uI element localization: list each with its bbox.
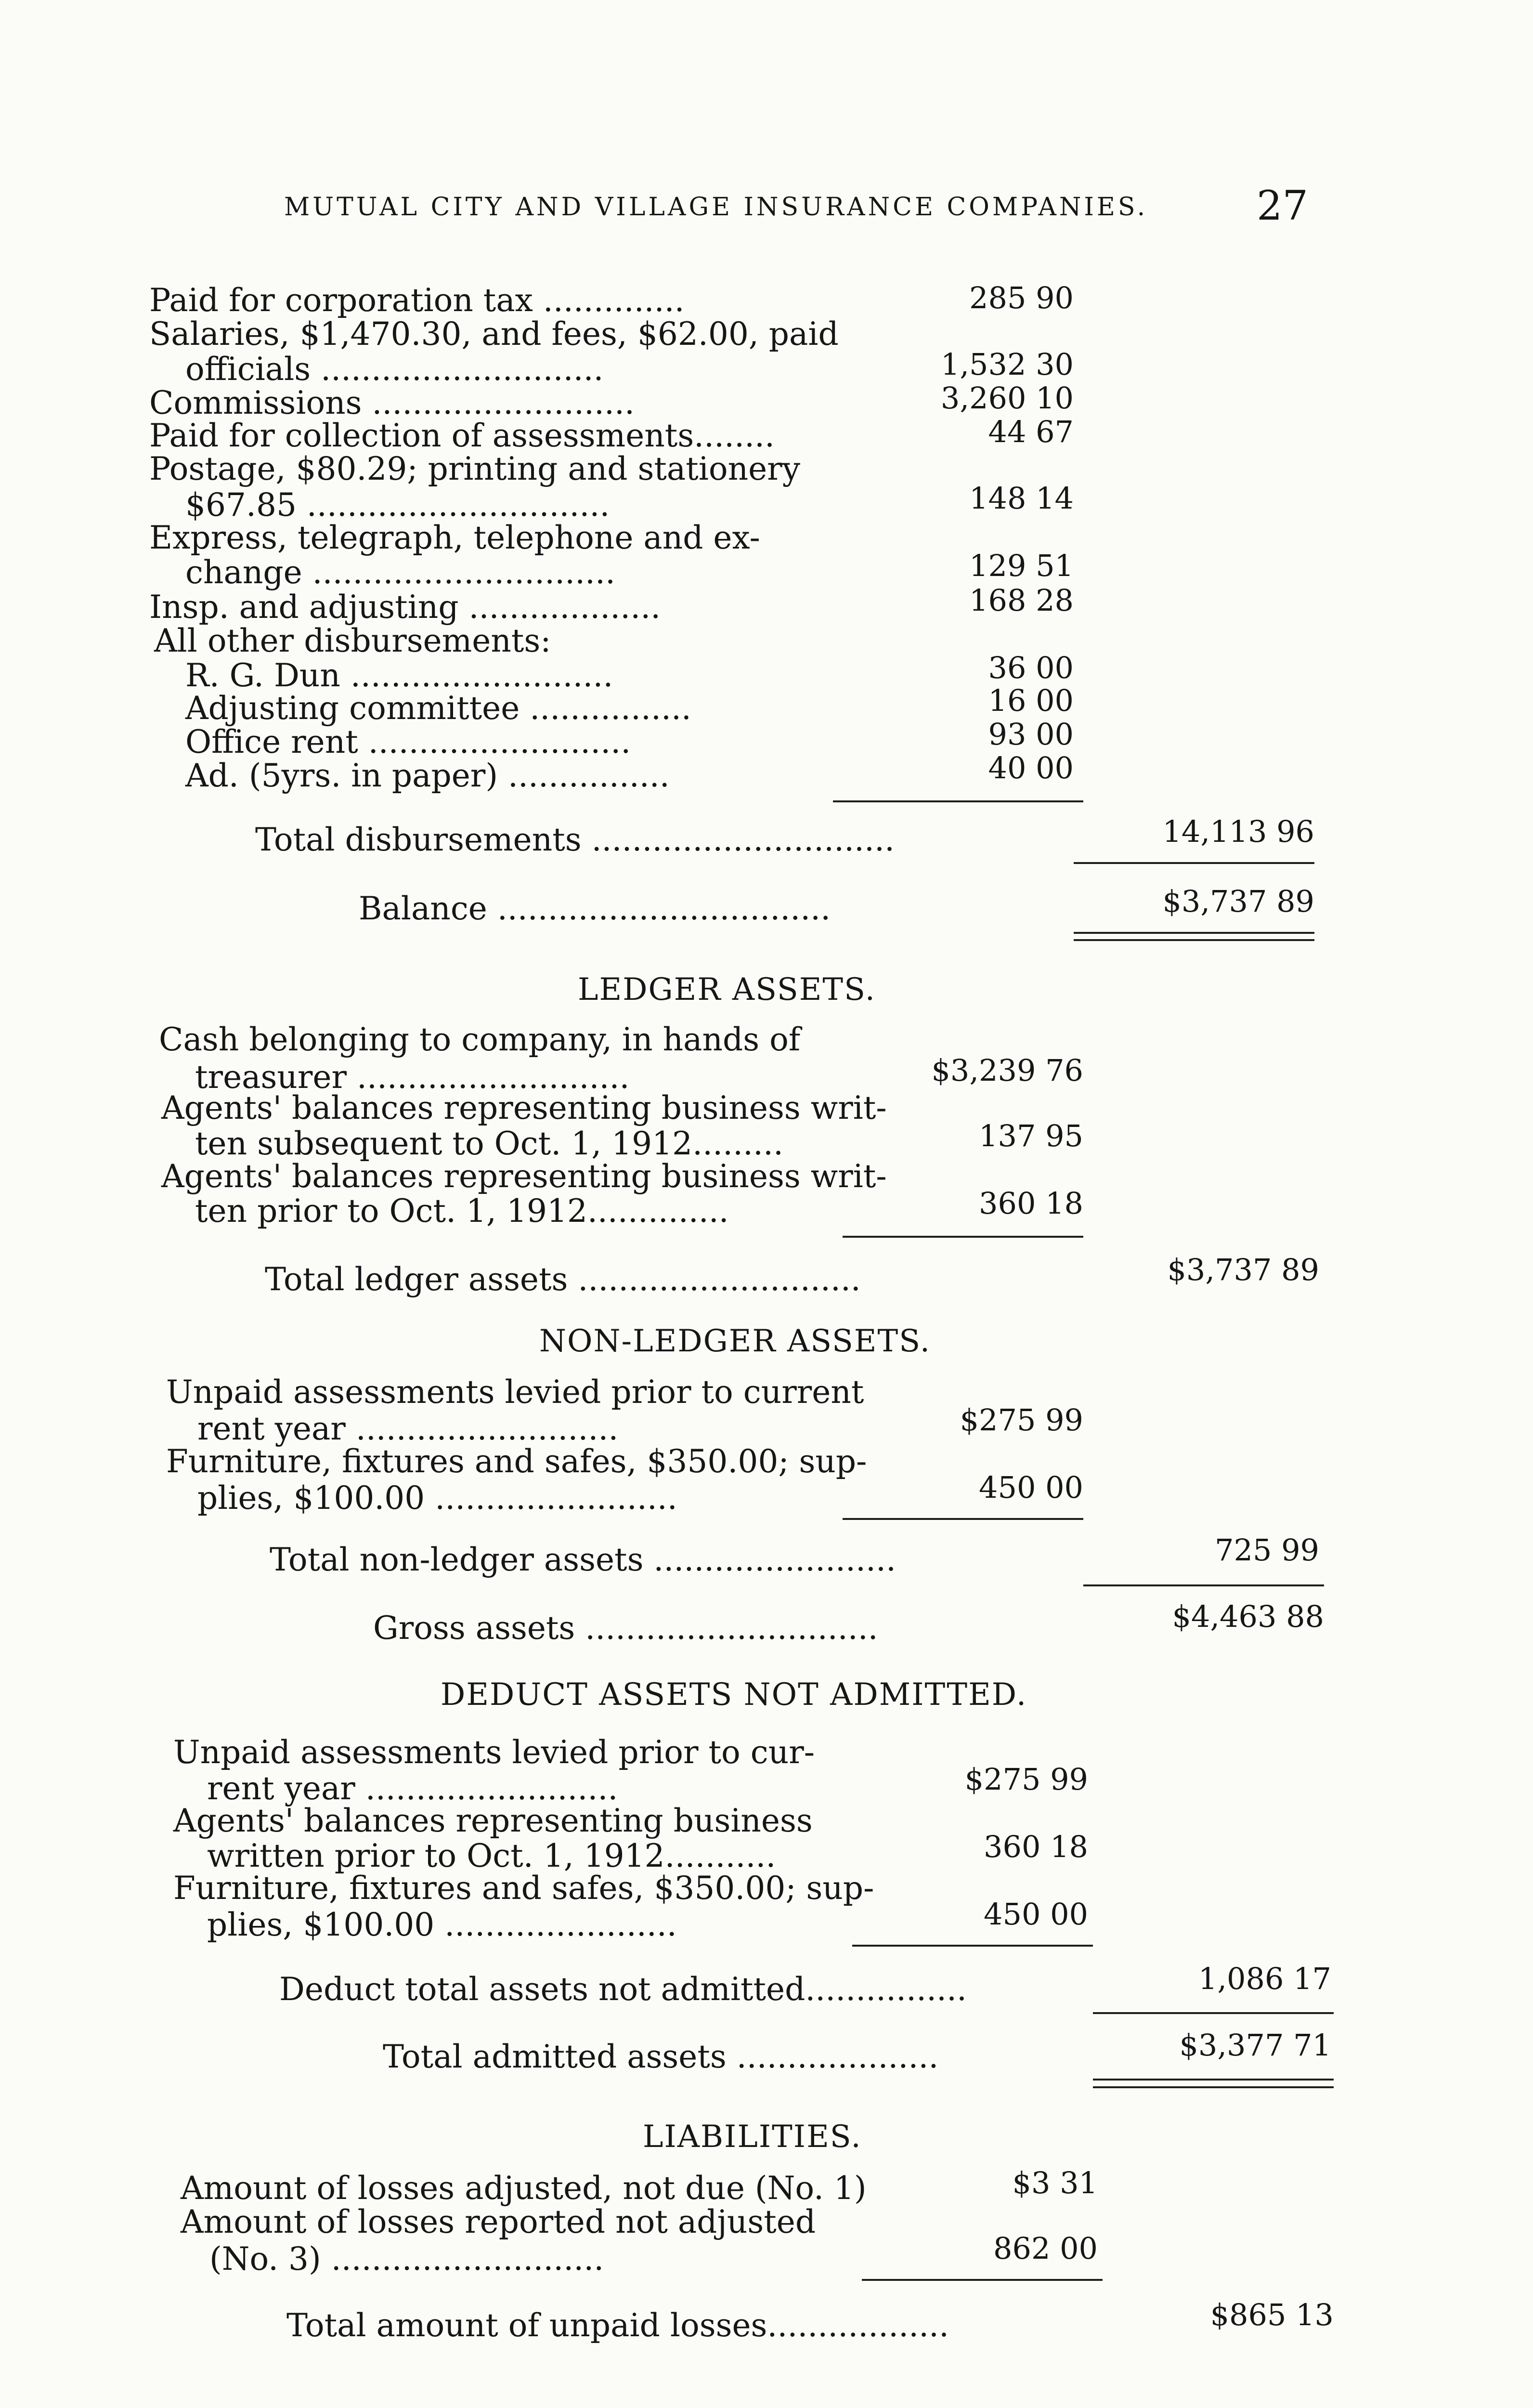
total-admitted-label: Total admitted assets .................... [383, 2038, 939, 2075]
not-admitted-line: rent year ......................... [207, 1770, 618, 1807]
section-heading: DEDUCT ASSETS NOT ADMITTED. [441, 1677, 1027, 1713]
non-ledger-line: Unpaid assessments levied prior to current [166, 1374, 864, 1411]
disbursement-line: Adjusting committee ................ [185, 690, 691, 727]
ledger-line: ten subsequent to Oct. 1, 1912......... [195, 1125, 783, 1162]
disbursement-line: Commissions .......................... [149, 384, 635, 421]
section-heading: NON-LEDGER ASSETS. [539, 1323, 931, 1359]
disbursement-amount: 285 90 [969, 280, 1074, 315]
liability-line: Amount of losses adjusted, not due (No. 1) [181, 2170, 867, 2207]
not-admitted-amount: 360 18 [984, 1829, 1088, 1864]
disbursement-amount: 129 51 [969, 548, 1074, 583]
disbursement-line: Insp. and adjusting ................... [149, 589, 661, 626]
total-non-ledger-label: Total non-ledger assets ........................ [270, 1541, 896, 1578]
disbursement-line: Express, telegraph, telephone and ex- [149, 519, 760, 556]
not-admitted-line: Unpaid assessments levied prior to cur- [173, 1734, 815, 1771]
total-disbursements-label: Total disbursements .............................. [255, 821, 895, 858]
balance-double-rule [1074, 932, 1314, 934]
gross-assets-label: Gross assets ............................. [373, 1610, 878, 1647]
disbursement-line: R. G. Dun .......................... [185, 657, 613, 694]
total-ledger-assets-label: Total ledger assets ............................ [265, 1261, 861, 1298]
subtotal-rule [852, 1945, 1093, 1947]
non-ledger-line: Furniture, fixtures and safes, $350.00; sup- [166, 1443, 867, 1480]
deduct-total-label: Deduct total assets not admitted................ [279, 1971, 967, 2008]
disbursement-amount: 1,532 30 [940, 347, 1074, 382]
non-ledger-line: plies, $100.00 ........................ [197, 1479, 677, 1517]
not-admitted-line: Furniture, fixtures and safes, $350.00; sup- [173, 1870, 874, 1907]
total-rule [1093, 2012, 1334, 2014]
disbursement-amount: 3,260 10 [940, 380, 1074, 416]
liability-line: Amount of losses reported not adjusted [181, 2203, 816, 2240]
subtotal-rule [833, 800, 1083, 802]
disbursement-line: Ad. (5yrs. in paper) ................ [185, 757, 670, 794]
disbursement-amount: 36 00 [988, 650, 1074, 685]
section-heading: LIABILITIES. [643, 2119, 862, 2155]
non-ledger-line: rent year .......................... [197, 1410, 619, 1447]
unpaid-losses-amount: $865 13 [1210, 2297, 1334, 2332]
deduct-total-amount: 1,086 17 [1198, 1961, 1331, 1996]
ledger-line: ten prior to Oct. 1, 1912.............. [195, 1192, 729, 1230]
disbursement-line: Office rent .......................... [185, 723, 631, 760]
admitted-double-rule [1093, 2086, 1334, 2088]
unpaid-losses-label: Total amount of unpaid losses.................. [286, 2307, 949, 2344]
balance-double-rule [1074, 939, 1314, 941]
disbursement-line: $67.85 .............................. [185, 486, 610, 523]
ledger-amount: $3,239 76 [931, 1053, 1083, 1088]
section-heading: LEDGER ASSETS. [578, 972, 876, 1008]
disbursement-amount: 40 00 [988, 750, 1074, 785]
total-rule [1083, 1584, 1324, 1586]
ledger-line: treasurer ........................... [195, 1059, 630, 1096]
disbursement-line: Paid for corporation tax .............. [149, 282, 685, 319]
liability-line: (No. 3) ........................... [209, 2240, 604, 2277]
disbursement-line: All other disbursements: [154, 622, 551, 659]
subtotal-rule [862, 2279, 1103, 2281]
not-admitted-line: written prior to Oct. 1, 1912........... [207, 1837, 776, 1874]
disbursement-line: Salaries, $1,470.30, and fees, $62.00, paid [149, 315, 839, 353]
disbursement-line: officials ............................ [185, 351, 604, 388]
admitted-double-rule [1093, 2079, 1334, 2081]
ledger-amount: 360 18 [979, 1186, 1083, 1221]
disbursement-line: Postage, $80.29; printing and stationery [149, 450, 801, 487]
subtotal-rule [843, 1518, 1083, 1520]
disbursement-amount: 168 28 [969, 583, 1074, 618]
liability-amount: 862 00 [993, 2231, 1098, 2266]
total-rule [1074, 862, 1314, 864]
ledger-line: Agents' balances representing business writ- [161, 1158, 887, 1195]
disbursement-line: Paid for collection of assessments........ [149, 417, 775, 454]
page-number: 27 [1257, 182, 1308, 229]
total-admitted-amount: $3,377 71 [1179, 2028, 1331, 2063]
total-non-ledger-amount: 725 99 [1215, 1532, 1319, 1568]
non-ledger-amount: 450 00 [979, 1470, 1083, 1505]
running-head: MUTUAL CITY AND VILLAGE INSURANCE COMPANIES. [284, 193, 1148, 222]
disbursement-amount: 44 67 [988, 414, 1074, 449]
ledger-amount: 137 95 [979, 1118, 1083, 1153]
disbursement-amount: 148 14 [969, 481, 1074, 516]
liability-amount: $3 31 [1012, 2165, 1098, 2200]
subtotal-rule [843, 1236, 1083, 1238]
ledger-line: Agents' balances representing business writ- [161, 1089, 887, 1126]
not-admitted-line: Agents' balances representing business [173, 1802, 813, 1839]
total-disbursements-amount: 14,113 96 [1162, 814, 1314, 849]
balance-amount: $3,737 89 [1162, 884, 1314, 919]
disbursement-amount: 93 00 [988, 717, 1074, 752]
total-ledger-assets-amount: $3,737 89 [1167, 1252, 1319, 1287]
disbursement-amount: 16 00 [988, 683, 1074, 718]
non-ledger-amount: $275 99 [960, 1402, 1083, 1438]
not-admitted-line: plies, $100.00 ....................... [207, 1906, 677, 1943]
not-admitted-amount: 450 00 [984, 1897, 1088, 1932]
not-admitted-amount: $275 99 [964, 1762, 1088, 1797]
gross-assets-amount: $4,463 88 [1172, 1599, 1324, 1634]
ledger-line: Cash belonging to company, in hands of [159, 1021, 801, 1058]
disbursement-line: change .............................. [185, 554, 615, 591]
balance-label: Balance ................................. [359, 890, 831, 927]
